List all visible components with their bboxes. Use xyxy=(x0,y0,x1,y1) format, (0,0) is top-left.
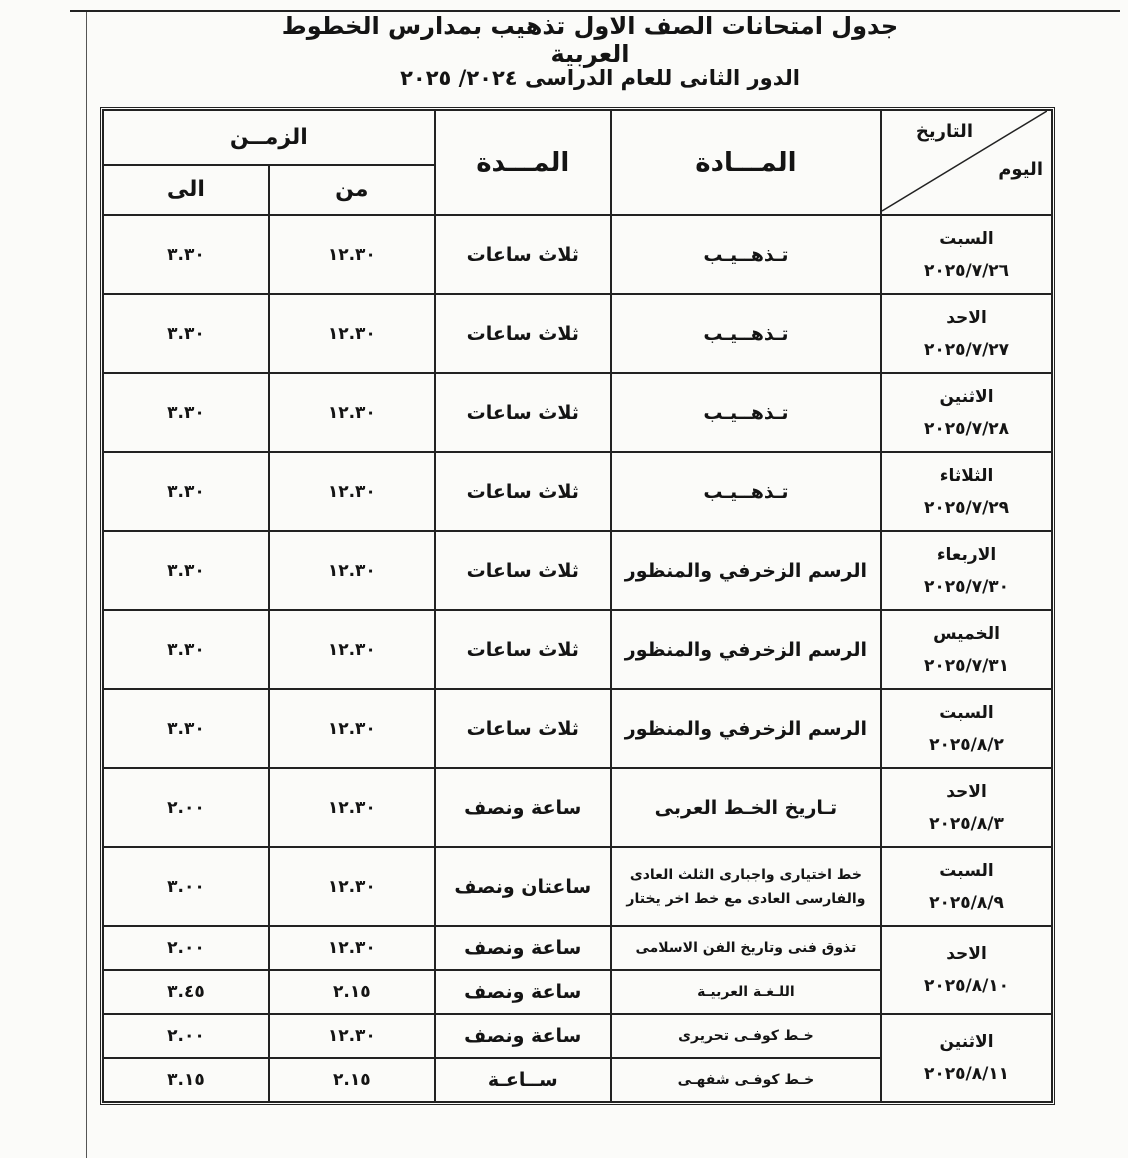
row-duration: ساعة ونصف xyxy=(435,1014,611,1058)
row-to: ٣.١٥ xyxy=(103,1058,269,1102)
row-date: ٢٠٢٥/٧/٢٦ xyxy=(923,260,1010,281)
row-date: ٢٠٢٥/٨/٣ xyxy=(929,813,1004,834)
schedule-title: جدول امتحانات الصف الاول تذهيب بمدارس الخطوط العربية xyxy=(281,12,899,68)
row-subject: خـط كوفـى تحريرى xyxy=(611,1014,881,1058)
row-day: الاربعاء xyxy=(936,544,997,565)
table-row xyxy=(103,373,1052,452)
row-day: الخميس xyxy=(933,623,1000,644)
row-subject: اللـغـة العربيـة xyxy=(611,970,881,1014)
row-duration: ثلاث ساعات xyxy=(435,531,611,610)
row-subject: تذوق فنى وتاريخ الفن الاسلامى xyxy=(611,926,881,970)
row-to: ٣.٤٥ xyxy=(103,970,269,1014)
row-duration: ثلاث ساعات xyxy=(435,215,611,294)
header-time: الزمــن xyxy=(103,110,435,165)
row-duration: ثلاث ساعات xyxy=(435,373,611,452)
schedule-rows xyxy=(103,215,1052,926)
table-row xyxy=(103,926,1052,970)
row-from: ٢.١٥ xyxy=(269,970,435,1014)
header-date: التاريخ xyxy=(915,121,973,142)
row-to: ٣.٣٠ xyxy=(103,294,269,373)
row-day: الاحد xyxy=(946,781,987,802)
row-subject: الرسم الزخرفي والمنظور xyxy=(611,689,881,768)
row-duration: ثلاث ساعات xyxy=(435,452,611,531)
row-from: ١٢.٣٠ xyxy=(269,531,435,610)
date-day-header xyxy=(881,110,1052,215)
row-date: ٢٠٢٥/٨/١٠ xyxy=(923,976,1010,996)
row-day: الاحد xyxy=(946,307,987,328)
row-to: ٣.٠٠ xyxy=(103,847,269,926)
row-date: ٢٠٢٥/٧/٢٩ xyxy=(923,497,1010,518)
row-from: ١٢.٣٠ xyxy=(269,926,435,970)
row-from: ١٢.٣٠ xyxy=(269,373,435,452)
row-day: السبت xyxy=(939,702,994,723)
exam-schedule-table xyxy=(100,107,1055,1105)
table-row xyxy=(103,689,1052,768)
row-from: ١٢.٣٠ xyxy=(269,768,435,847)
row-duration: ثلاث ساعات xyxy=(435,294,611,373)
row-from: ١٢.٣٠ xyxy=(269,294,435,373)
row-to: ٣.٣٠ xyxy=(103,689,269,768)
row-subject: تـذهــيـب xyxy=(611,215,881,294)
row-subject: خط اختيارى واجبارى الثلث العادى والفارسى العادى مع خط اخر يختار xyxy=(611,847,881,926)
day-date-cell xyxy=(881,610,1052,689)
row-from: ١٢.٣٠ xyxy=(269,847,435,926)
row-from: ٢.١٥ xyxy=(269,1058,435,1102)
row-duration: ثلاث ساعات xyxy=(435,689,611,768)
row-day: الثلاثاء xyxy=(939,465,994,486)
row-duration: ساعة ونصف xyxy=(435,926,611,970)
header-duration: المـــدة xyxy=(435,110,611,215)
day-date-cell xyxy=(881,294,1052,373)
day-date-cell xyxy=(881,531,1052,610)
day-date-cell xyxy=(881,926,1052,1014)
row-subject: تـذهــيـب xyxy=(611,373,881,452)
row-to: ٣.٣٠ xyxy=(103,610,269,689)
row-subject: تـذهــيـب xyxy=(611,452,881,531)
row-from: ١٢.٣٠ xyxy=(269,452,435,531)
row-to: ٣.٣٠ xyxy=(103,215,269,294)
row-day: الاحد xyxy=(946,944,987,964)
row-subject: تـذهــيـب xyxy=(611,294,881,373)
row-from: ١٢.٣٠ xyxy=(269,1014,435,1058)
row-subject: الرسم الزخرفي والمنظور xyxy=(611,531,881,610)
table-row xyxy=(103,452,1052,531)
row-duration: ساعة ونصف xyxy=(435,768,611,847)
row-from: ١٢.٣٠ xyxy=(269,610,435,689)
row-day: السبت xyxy=(939,860,994,881)
left-margin-rule xyxy=(86,12,87,1158)
row-duration: ســاعـة xyxy=(435,1058,611,1102)
table-row xyxy=(103,847,1052,926)
day-date-cell xyxy=(881,847,1052,926)
row-date: ٢٠٢٥/٧/٢٨ xyxy=(923,418,1010,439)
row-to: ٣.٣٠ xyxy=(103,452,269,531)
row-duration: ساعة ونصف xyxy=(435,970,611,1014)
table-row xyxy=(103,215,1052,294)
table-row xyxy=(103,531,1052,610)
row-to: ٢.٠٠ xyxy=(103,1014,269,1058)
term-year: ٢٠٢٤/ ٢٠٢٥ xyxy=(400,66,518,90)
row-subject: خـط كوفـى شفهـى xyxy=(611,1058,881,1102)
row-date: ٢٠٢٥/٨/٢ xyxy=(929,734,1004,755)
row-subject: الرسم الزخرفي والمنظور xyxy=(611,610,881,689)
row-from: ١٢.٣٠ xyxy=(269,215,435,294)
row-date: ٢٠٢٥/٧/٣١ xyxy=(923,655,1010,676)
table-row xyxy=(103,610,1052,689)
header-to: الى xyxy=(103,165,269,215)
day-date-cell xyxy=(881,452,1052,531)
day-date-cell xyxy=(881,689,1052,768)
row-to: ٣.٣٠ xyxy=(103,531,269,610)
term-label: الدور الثانى للعام الدراسى xyxy=(524,66,800,90)
day-date-cell xyxy=(881,1014,1052,1102)
day-date-cell xyxy=(881,768,1052,847)
row-day: الاثنين xyxy=(939,386,994,407)
row-day: السبت xyxy=(939,228,994,249)
row-subject: تـاريخ الخـط العربى xyxy=(611,768,881,847)
row-to: ٣.٣٠ xyxy=(103,373,269,452)
row-date: ٢٠٢٥/٨/٩ xyxy=(929,892,1004,913)
day-date-cell xyxy=(881,215,1052,294)
row-from: ١٢.٣٠ xyxy=(269,689,435,768)
table-row xyxy=(103,768,1052,847)
top-rule xyxy=(70,0,1120,12)
header-from: من xyxy=(269,165,435,215)
day-date-cell xyxy=(881,373,1052,452)
row-to: ٢.٠٠ xyxy=(103,768,269,847)
row-to: ٢.٠٠ xyxy=(103,926,269,970)
row-duration: ساعتان ونصف xyxy=(435,847,611,926)
schedule-term xyxy=(360,66,840,90)
row-duration: ثلاث ساعات xyxy=(435,610,611,689)
table-row xyxy=(103,1014,1052,1058)
schedule-split-rows xyxy=(103,926,1052,1102)
row-day: الاثنين xyxy=(939,1032,994,1052)
row-date: ٢٠٢٥/٧/٣٠ xyxy=(923,576,1010,597)
row-date: ٢٠٢٥/٧/٢٧ xyxy=(923,339,1010,360)
header-day: اليوم xyxy=(998,159,1043,180)
header-subject: المـــادة xyxy=(611,110,881,215)
table-row xyxy=(103,294,1052,373)
row-date: ٢٠٢٥/٨/١١ xyxy=(923,1064,1010,1084)
